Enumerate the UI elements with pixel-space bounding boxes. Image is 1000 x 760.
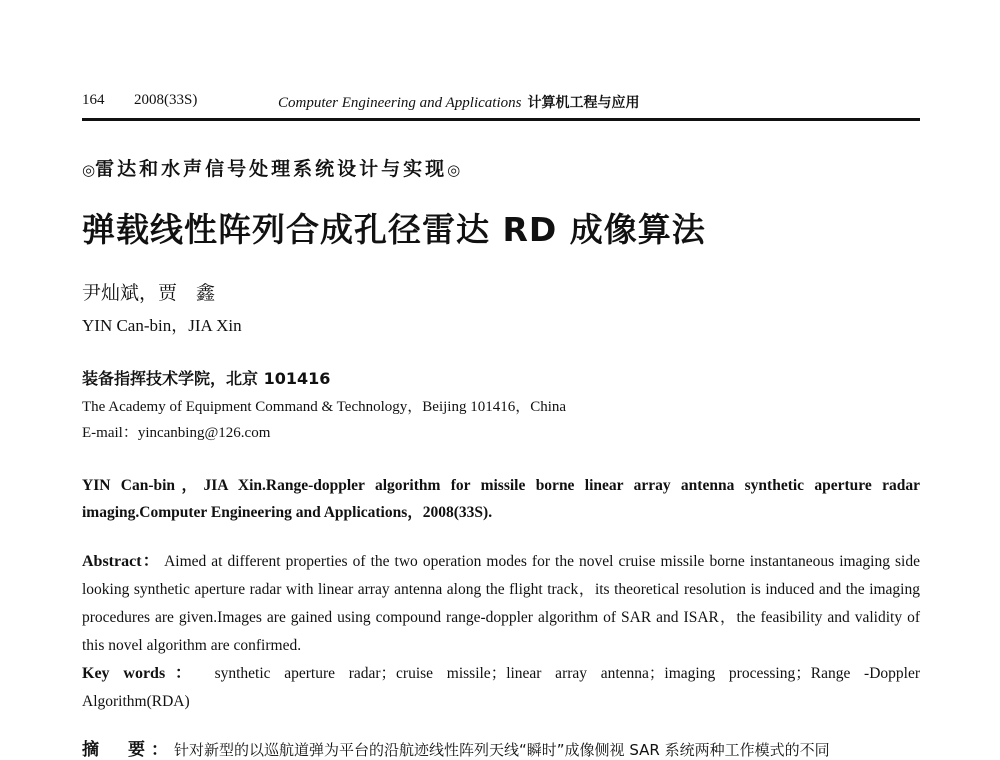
authors-chinese: 尹灿斌，贾 鑫 <box>82 283 216 304</box>
chinese-abstract <box>82 735 920 760</box>
journal-name-cn: 计算机工程与应用 <box>527 95 640 111</box>
chinese-abstract-text: 针对新型的以巡航道弹为平台的沿航迹线性阵列天线“瞬时”成像侧视 SAR 系统两种工作模式的不同 <box>174 741 830 759</box>
authors-english: YIN Can-bin，JIA Xin <box>82 316 242 335</box>
abstract-label: Abstract： <box>82 553 160 570</box>
column-mark-icon: ◎ <box>82 161 96 179</box>
journal-name-en: Computer Engineering and Applications <box>278 95 522 111</box>
year-issue: 2008(33S) <box>134 92 198 108</box>
column-mark-icon-end: ◎ <box>447 161 461 179</box>
abstract-text: Aimed at different properties of the two operation modes for the novel cruise missile borne instantaneous imaging side looking synthetic aperture radar with linear array antenna along the flight track，its theoretical resolution is induced and the imaging procedures are given.Images are gained using compound range-doppler algorithm of SAR and ISAR，the feasibility and validity of this novel algorithm are confirmed. <box>82 553 920 654</box>
citation-reference: YIN Can-bin，JIA Xin.Range-doppler algorithm for missile borne linear array antenna synthetic aperture radar imaging.Computer Engineering and Applications，2008(33S). <box>82 477 920 521</box>
abstract-section <box>82 548 920 716</box>
keywords-paragraph <box>82 660 920 716</box>
journal-name <box>278 92 639 112</box>
chinese-abstract-label: 摘 要： <box>82 740 174 760</box>
header-rule <box>82 118 920 121</box>
column-heading <box>82 154 920 181</box>
running-header <box>82 92 920 118</box>
column-heading-text: 雷达和水声信号处理系统设计与实现 <box>95 158 448 180</box>
affiliation-chinese: 装备指挥技术学院，北京 101416 <box>82 369 331 388</box>
affiliation-english: The Academy of Equipment Command & Technology，Beijing 101416，China <box>82 399 567 415</box>
keywords-text: synthetic aperture radar；cruise missile；linear array antenna；imaging processing；Range -Doppler Algorithm(RDA) <box>82 665 920 710</box>
author-email: E-mail：yincanbing@126.com <box>82 425 271 441</box>
paper-title: 弹载线性阵列合成孔径雷达 RD 成像算法 <box>82 210 706 249</box>
abstract-paragraph <box>82 548 920 660</box>
page-number: 164 <box>82 92 105 108</box>
keywords-label: Key words： <box>82 665 201 682</box>
